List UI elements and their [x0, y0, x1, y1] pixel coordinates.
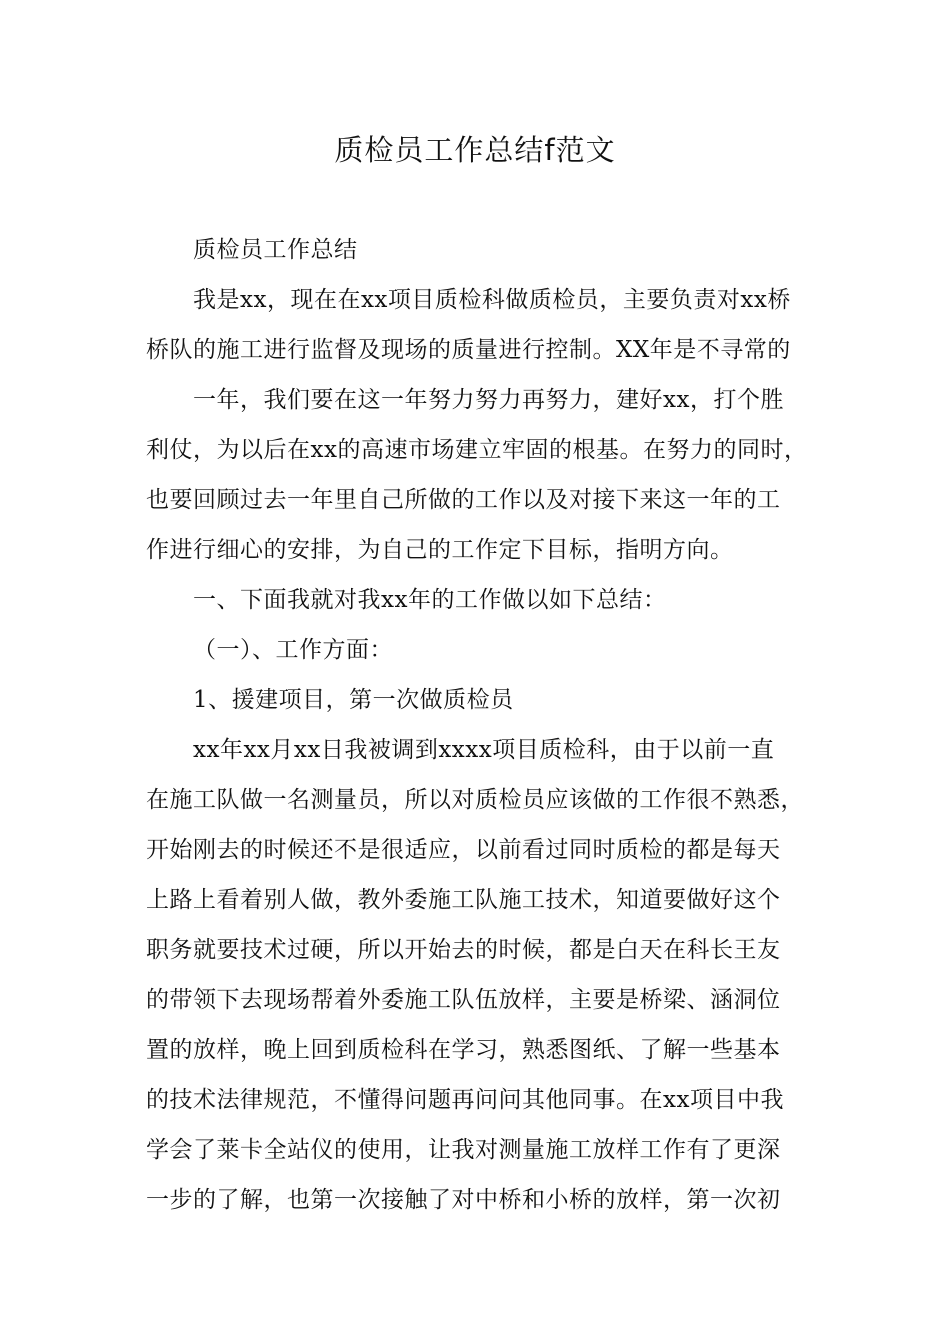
paragraph-line: 作进行细心的安排，为自己的工作定下目标，指明方向。	[146, 537, 734, 563]
subtitle-line: 质检员工作总结	[193, 237, 358, 263]
paragraph-line: 也要回顾过去一年里自己所做的工作以及对接下来这一年的工	[146, 487, 781, 513]
section-heading: 一、下面我就对我xx年的工作做以如下总结：	[193, 587, 667, 613]
paragraph-line: 开始刚去的时候还不是很适应，以前看过同时质检的都是每天	[146, 837, 781, 863]
paragraph-line: 的技术法律规范，不懂得问题再问问其他同事。在xx项目中我	[146, 1087, 784, 1113]
paragraph-line: 上路上看着别人做，教外委施工队施工技术，知道要做好这个	[146, 887, 781, 913]
paragraph-line: 一步的了解，也第一次接触了对中桥和小桥的放样，第一次初	[146, 1187, 781, 1213]
paragraph-line: xx年xx月xx日我被调到xxxx项目质检科，由于以前一直	[193, 737, 775, 763]
paragraph-line: 利仗，为以后在xx的高速市场建立牢固的根基。在努力的同时，	[146, 437, 808, 463]
paragraph-line: 的带领下去现场帮着外委施工队伍放样，主要是桥梁、涵洞位	[146, 987, 781, 1013]
paragraph-line: 一年，我们要在这一年努力努力再努力，建好xx，打个胜	[193, 387, 784, 413]
paragraph-line: 职务就要技术过硬，所以开始去的时候，都是白天在科长王友	[146, 937, 781, 963]
paragraph-line: 我是xx，现在在xx项目质检科做质检员，主要负责对xx桥	[193, 287, 791, 313]
item-heading: 1、援建项目，第一次做质检员	[193, 687, 514, 713]
paragraph-line: 桥队的施工进行监督及现场的质量进行控制。XX年是不寻常的	[146, 337, 791, 363]
paragraph-line: 置的放样，晚上回到质检科在学习，熟悉图纸、了解一些基本	[146, 1037, 781, 1063]
document-title: 质检员工作总结f范文	[334, 133, 616, 167]
paragraph-line: 学会了莱卡全站仪的使用，让我对测量施工放样工作有了更深	[146, 1137, 781, 1163]
subsection-heading: （一）、工作方面：	[193, 637, 393, 663]
paragraph-line: 在施工队做一名测量员，所以对质检员应该做的工作很不熟悉，	[146, 787, 804, 813]
